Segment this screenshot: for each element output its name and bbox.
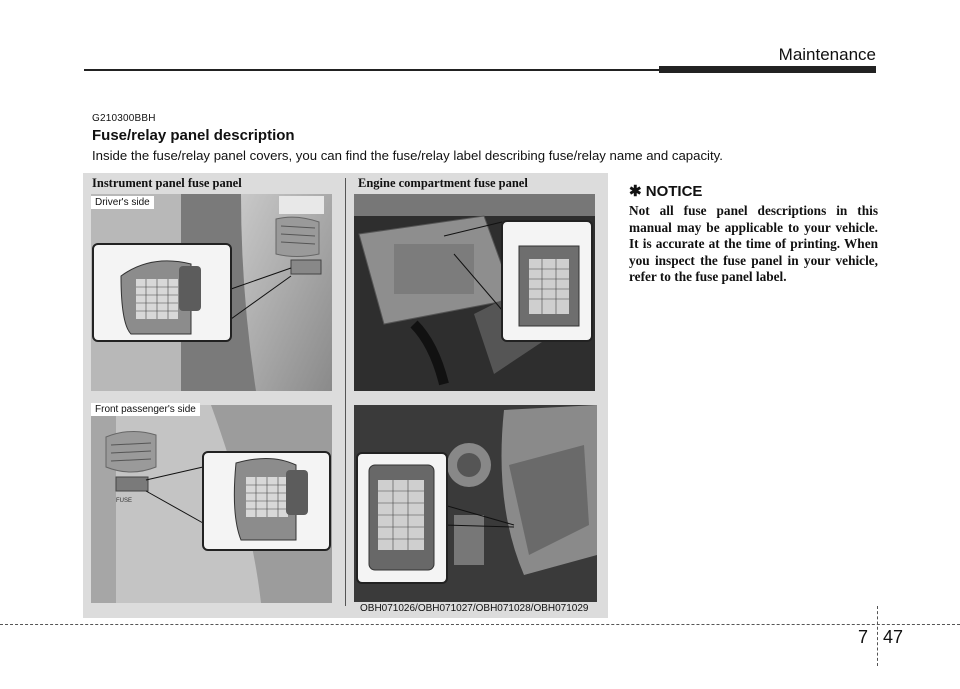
fuse-tag: FUSE — [116, 498, 133, 504]
engine-compartment-title: Engine compartment fuse panel — [358, 176, 528, 190]
footer-divider — [877, 606, 878, 666]
engine-compartment-photo-top — [354, 194, 595, 391]
driver-side-photo — [91, 194, 332, 391]
drivers-side-label: Driver's side — [91, 196, 154, 209]
section-title: Maintenance — [778, 45, 876, 64]
passenger-side-photo — [91, 405, 332, 603]
notice-title: ✱ NOTICE — [629, 183, 703, 200]
figure-divider — [345, 178, 346, 606]
intro-paragraph: Inside the fuse/relay panel covers, you can find the fuse/relay label describing fuse/relay name and capacity. — [92, 148, 723, 163]
instrument-panel-title: Instrument panel fuse panel — [92, 176, 242, 190]
footer-rule — [0, 624, 960, 625]
page-number: 47 — [883, 627, 904, 647]
engine-compartment-photo-bottom — [354, 405, 597, 602]
section-heading: Fuse/relay panel description — [92, 127, 295, 144]
notice-body: Not all fuse panel descriptions in this manual may be applicable to your vehicle. It is accurate at the time of printing. When you inspect the fuse panel in your vehicle, refer to the fuse panel label. — [629, 203, 878, 284]
chapter-number: 7 — [858, 627, 869, 647]
figure-caption: OBH071026/OBH071027/OBH071028/OBH071029 — [360, 603, 589, 614]
header-bar — [659, 66, 876, 73]
document-code: G210300BBH — [92, 113, 156, 124]
front-passengers-side-label: Front passenger's side — [91, 403, 200, 416]
header-rule — [84, 69, 659, 71]
